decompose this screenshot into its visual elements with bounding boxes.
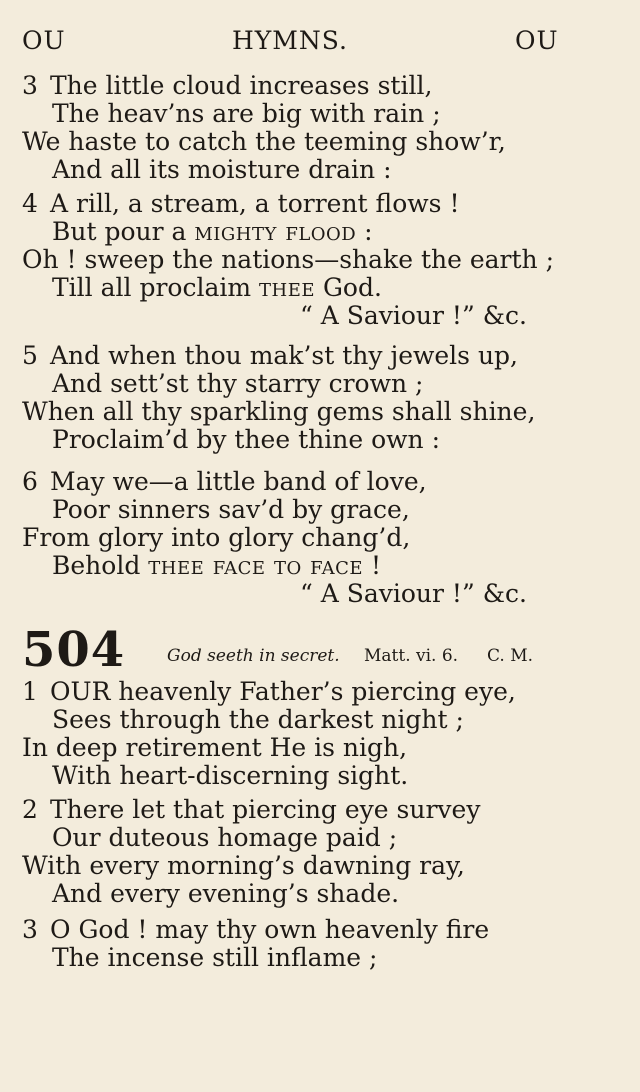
verse-line: And every evening’s shade.	[52, 879, 400, 908]
verse-line: And all its moisture drain :	[52, 155, 392, 184]
verse-line: 3 The little cloud increases still,	[22, 71, 433, 100]
verse-line: Sees through the darkest night ;	[52, 705, 464, 734]
verse-line: Till all proclaim thee God.	[52, 273, 382, 302]
verse-line: 3 O God ! may thy own heavenly fire	[22, 915, 490, 944]
verse-line: 1 OUR heavenly Father’s piercing eye,	[22, 677, 516, 706]
verse-line: The incense still inflame ;	[52, 943, 378, 972]
refrain-line: “ A Saviour !” &c.	[300, 579, 527, 608]
small-caps-text: thee face to face	[148, 551, 364, 580]
header-left-guide: OU	[22, 26, 66, 55]
verse-line: Our duteous homage paid ;	[52, 823, 398, 852]
verse-line: But pour a mighty flood :	[52, 217, 373, 246]
verse-line: When all thy sparkling gems shall shine,	[22, 397, 536, 426]
verse-line: In deep retirement He is nigh,	[22, 733, 408, 762]
verse-line: With heart-discerning sight.	[52, 761, 409, 790]
small-caps-text: mighty flood	[194, 217, 357, 246]
refrain-line: “ A Saviour !” &c.	[300, 301, 527, 330]
verse-line: Oh ! sweep the nations—shake the earth ;	[22, 245, 555, 274]
hymn-title: God seeth in secret.	[167, 646, 340, 666]
hymn-number: 504	[22, 622, 126, 678]
verse-line: The heav’ns are big with rain ;	[52, 99, 441, 128]
small-caps-text: thee	[259, 273, 315, 302]
hymn-heading	[22, 622, 542, 678]
verse-line: We haste to catch the teeming show’r,	[22, 127, 506, 156]
running-header	[22, 26, 560, 58]
verse-number: 5	[22, 341, 38, 370]
verse-line: 5 And when thou mak’st thy jewels up,	[22, 341, 519, 370]
verse-number: 6	[22, 467, 38, 496]
verse-number: 3	[22, 915, 38, 944]
scripture-reference: Matt. vi. 6.	[364, 646, 459, 666]
hymn-meter: C. M.	[487, 646, 534, 666]
verse-line: Proclaim’d by thee thine own :	[52, 425, 440, 454]
verse-number: 1	[22, 677, 38, 706]
verse-line: 6 May we—a little band of love,	[22, 467, 427, 496]
header-right-guide: OU	[515, 26, 559, 55]
verse-line: Poor sinners sav’d by grace,	[52, 495, 410, 524]
verse-number: 2	[22, 795, 38, 824]
verse-line: 4 A rill, a stream, a torrent flows !	[22, 189, 460, 218]
verse-line: Behold thee face to face !	[52, 551, 382, 580]
verse-number: 3	[22, 71, 38, 100]
verse-line: With every morning’s dawning ray,	[22, 851, 465, 880]
verse-number: 4	[22, 189, 38, 218]
verse-line: From glory into glory chang’d,	[22, 523, 411, 552]
verse-line: And sett’st thy starry crown ;	[52, 369, 424, 398]
header-title: HYMNS.	[232, 26, 348, 55]
verse-line: 2 There let that piercing eye survey	[22, 795, 481, 824]
